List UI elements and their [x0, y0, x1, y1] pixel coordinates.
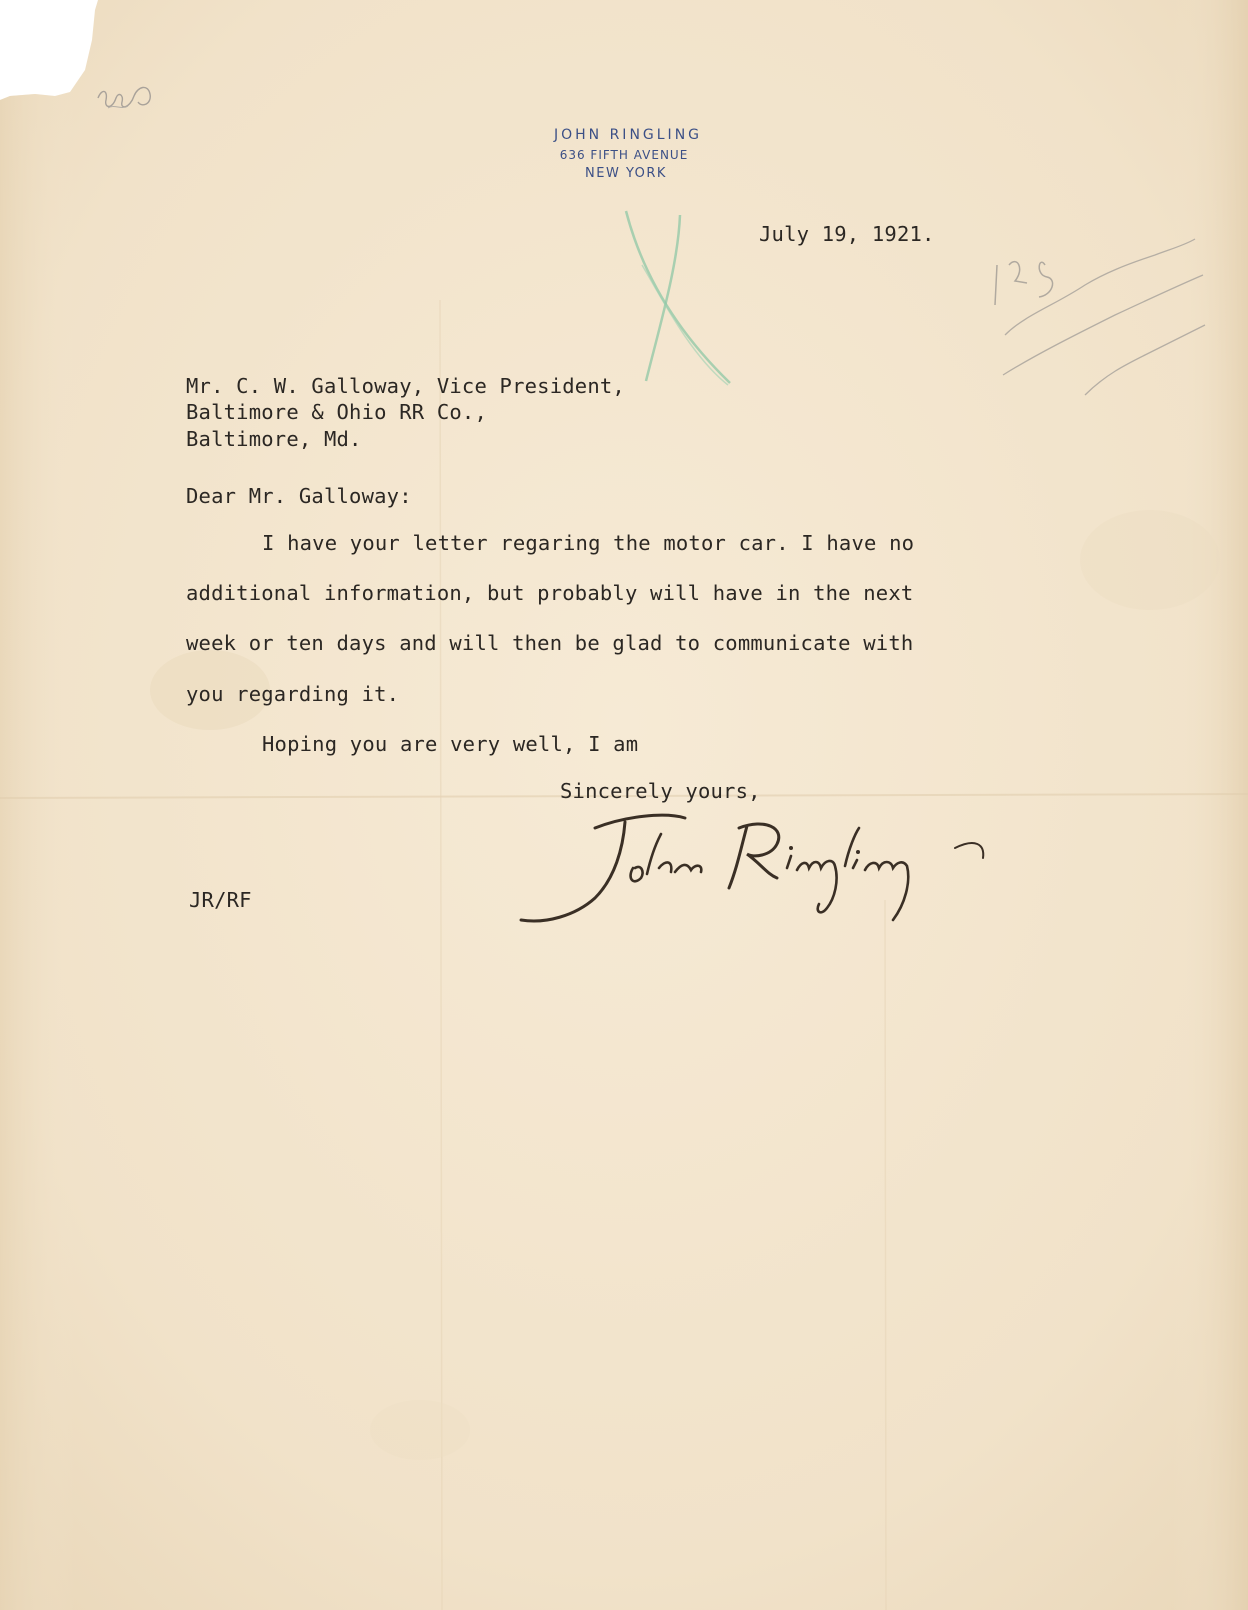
recipient-line-2: Baltimore & Ohio RR Co., — [186, 400, 488, 424]
letterhead-name: JOHN RINGLING — [553, 127, 703, 143]
salutation: Dear Mr. Galloway: — [186, 484, 412, 508]
pencil-corner-mark — [88, 68, 168, 128]
pencil-margin-notes — [975, 225, 1215, 415]
letterhead-address: 636 FIFTH AVENUE — [559, 148, 689, 162]
body-line-4: you regarding it. — [186, 682, 400, 706]
body-line-5: Hoping you are very well, I am — [262, 732, 639, 756]
handwritten-signature — [515, 808, 1055, 938]
recipient-line-3: Baltimore, Md. — [186, 427, 362, 451]
letterhead-city: NEW YORK — [585, 166, 667, 181]
body-line-3: week or ten days and will then be glad to communicate with — [186, 631, 914, 655]
letter-date: July 19, 1921. — [759, 222, 935, 246]
typist-initials: JR/RF — [189, 888, 252, 912]
green-crayon-x-mark — [620, 205, 760, 395]
closing: Sincerely yours, — [560, 779, 761, 803]
body-line-1: I have your letter regaring the motor car. I have no — [262, 531, 915, 555]
recipient-line-1: Mr. C. W. Galloway, Vice President, — [186, 374, 625, 398]
body-line-2: additional information, but probably will have in the next — [186, 581, 914, 605]
